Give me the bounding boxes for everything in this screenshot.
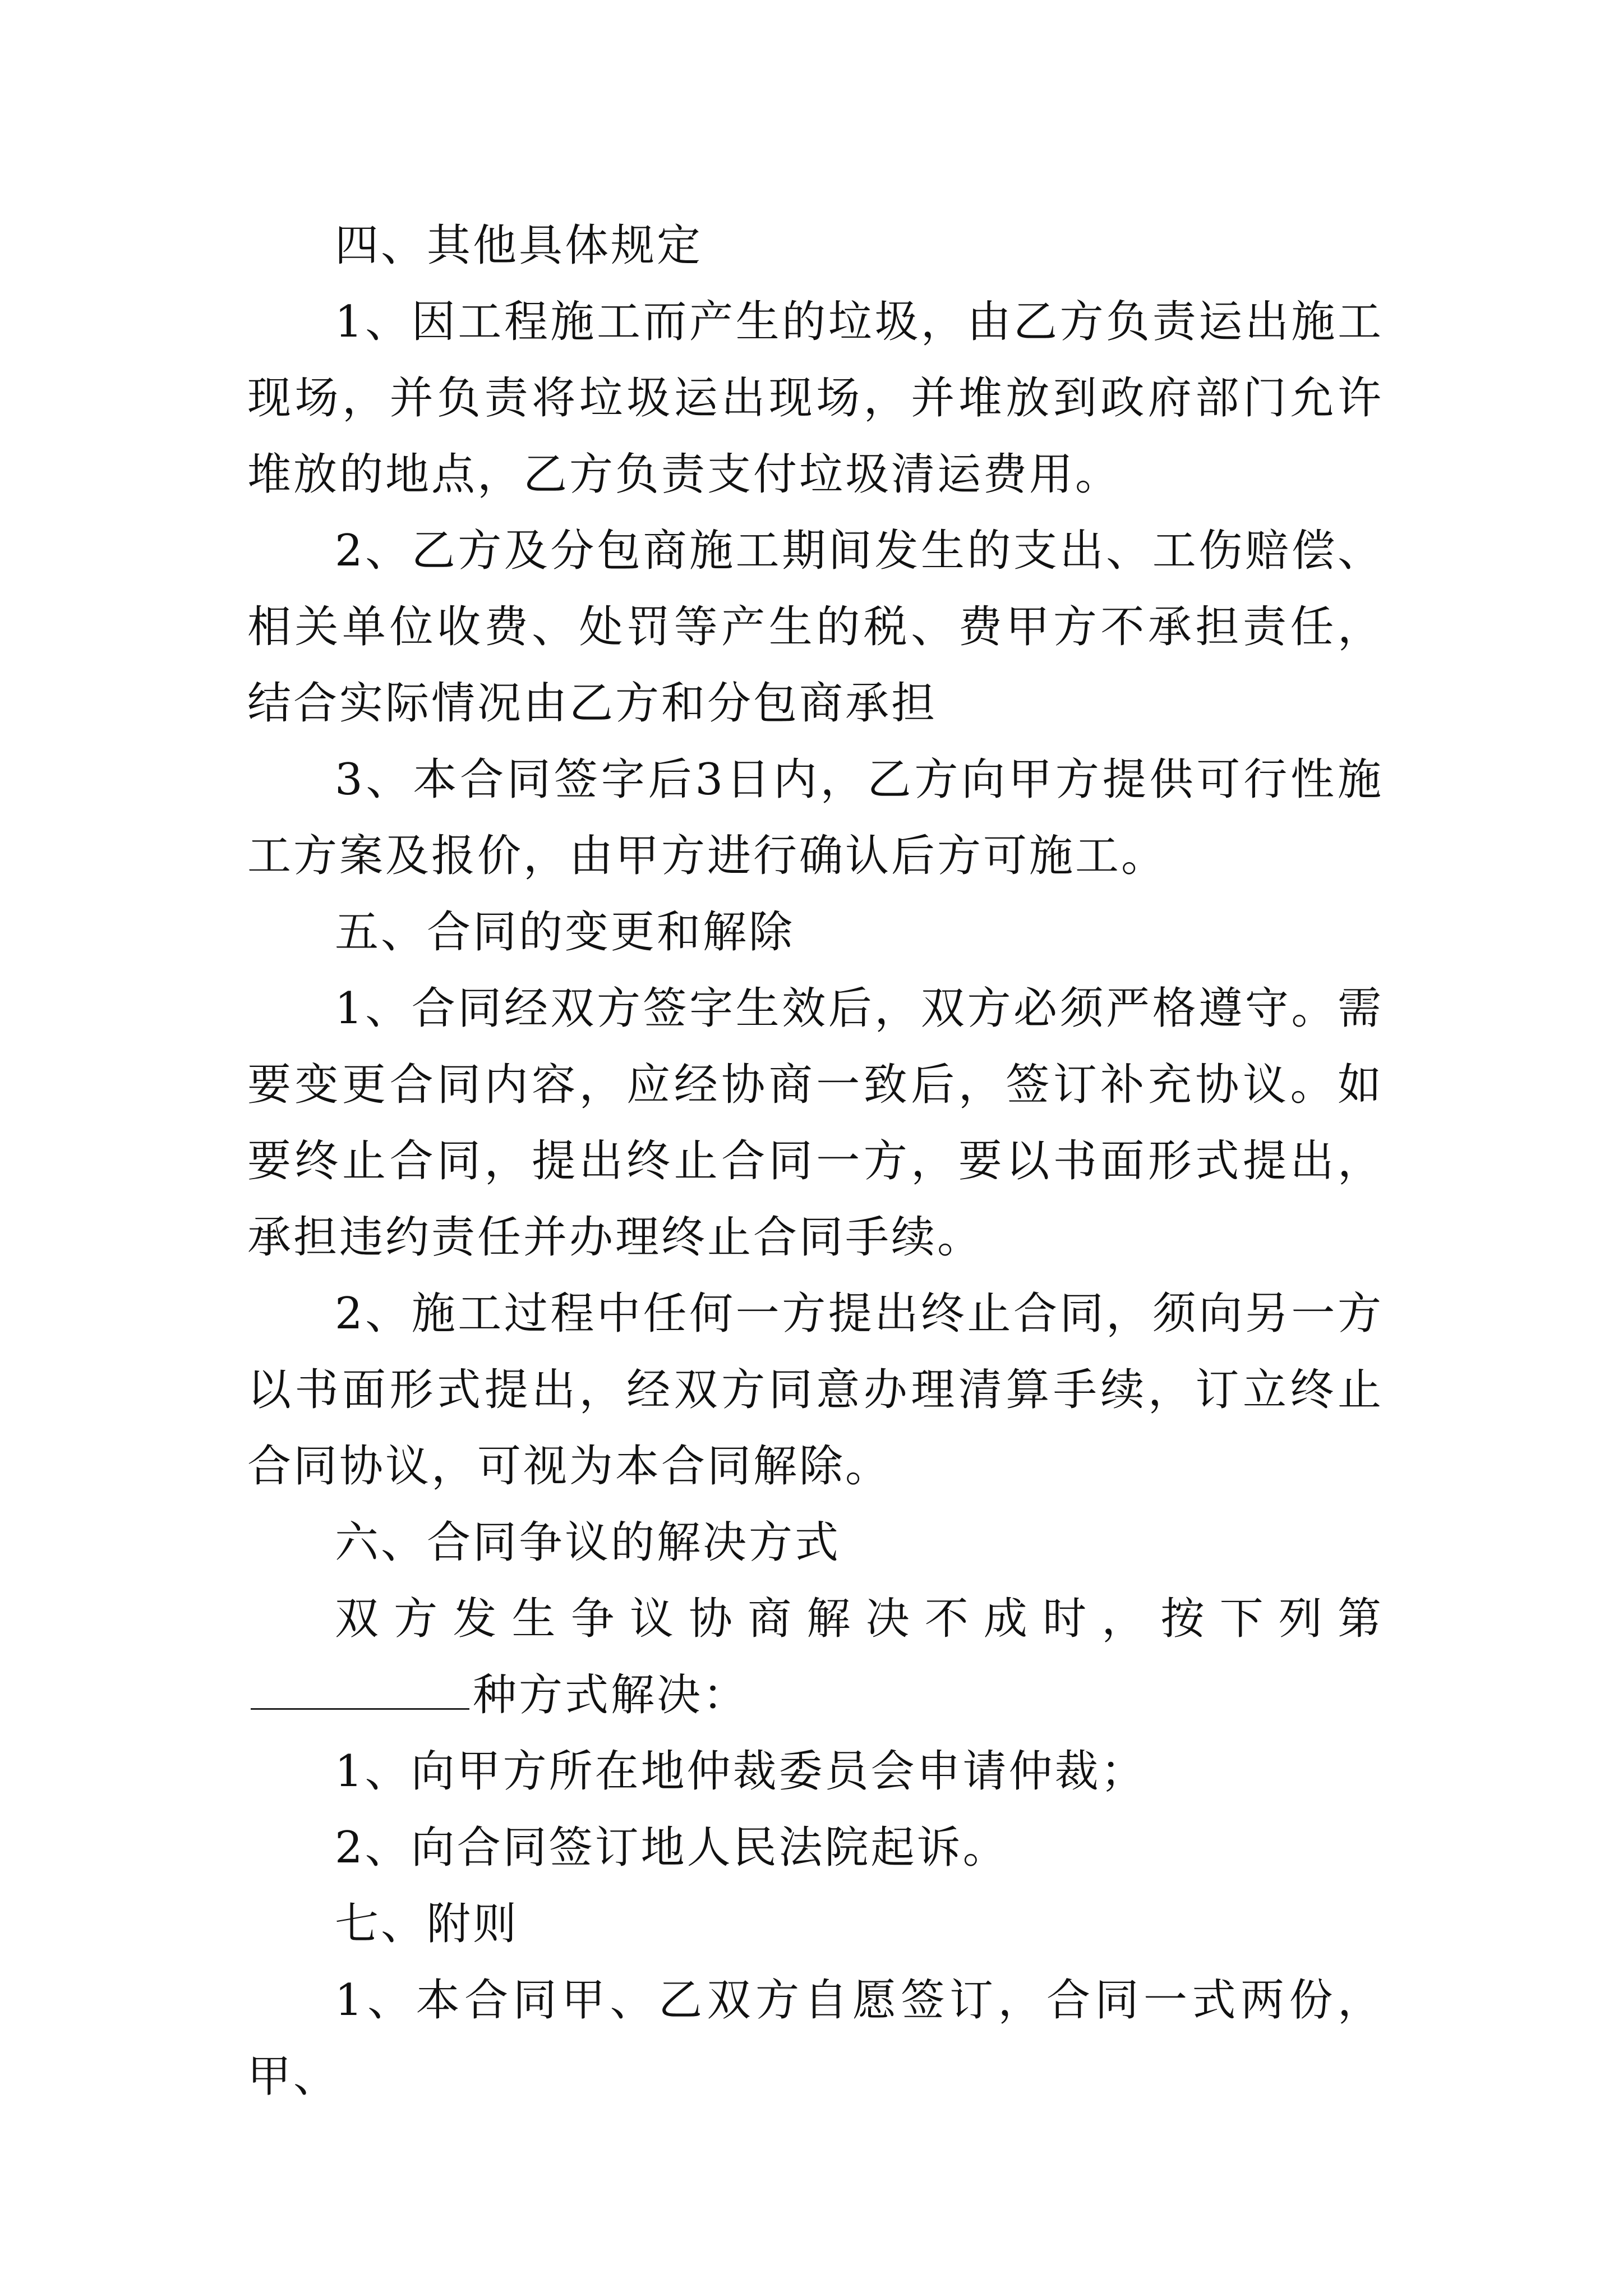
clause-4-2: 2、乙方及分包商施工期间发生的支出、工伤赔偿、相关单位收费、处罚等产生的税、费甲方不承担责任，结合实际情况由乙方和分包商承担	[247, 526, 1384, 729]
clause-5-1: 1、合同经双方签字生效后，双方必须严格遵守。需要变更合同内容，应经协商一致后，签订补充协议。如要终止合同，提出终止合同一方，要以书面形式提出，承担违约责任并办理终止合同手续。	[247, 983, 1384, 1263]
clause-4-3: 3、本合同签字后3日内，乙方向甲方提供可行性施工方案及报价，由甲方进行确认后方可施工。	[247, 754, 1384, 881]
dispute-intro	[247, 1581, 1384, 1733]
clause-7-1: 1、本合同甲、乙双方自愿签订，合同一式两份，甲、	[247, 1975, 1384, 2102]
clause-4-1: 1、因工程施工而产生的垃圾，由乙方负责运出施工现场，并负责将垃圾运出现场，并堆放到政府部门允许堆放的地点，乙方负责支付垃圾清运费用。	[247, 297, 1384, 500]
clause-5-2: 2、施工过程中任何一方提出终止合同，须向另一方以书面形式提出，经双方同意办理清算手续，订立终止合同协议，可视为本合同解除。	[247, 1289, 1384, 1492]
dispute-intro-before: 双方发生争议协商解决不成时，按下列第	[335, 1594, 1384, 1644]
dispute-option-1: 1、向甲方所在地仲裁委员会申请仲裁；	[335, 1746, 1147, 1797]
dispute-option-2: 2、向合同签订地人民法院起诉。	[335, 1823, 1009, 1873]
section-heading-5: 五、合同的变更和解除	[335, 907, 795, 958]
section-heading-4: 四、其他具体规定	[335, 220, 703, 271]
dispute-intro-after: 种方式解决：	[473, 1670, 749, 1720]
contract-text	[247, 208, 1384, 2115]
section-heading-7: 七、附则	[335, 1899, 519, 1949]
fill-in-blank	[251, 1669, 469, 1710]
section-heading-6: 六、合同争议的解决方式	[335, 1517, 841, 1568]
